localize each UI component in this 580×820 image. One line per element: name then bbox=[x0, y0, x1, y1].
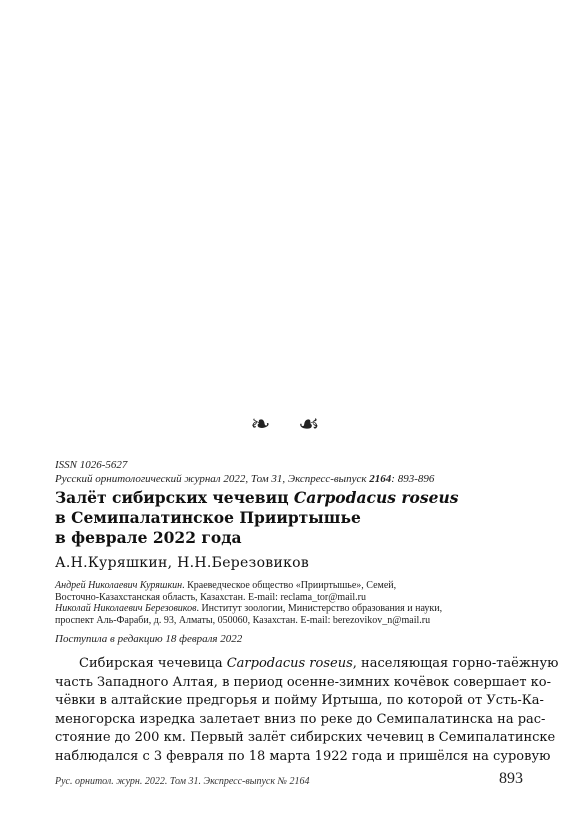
journal-citation: Русский орнитологический журнал 2022, Том 31, Экспресс-выпуск bbox=[55, 473, 370, 485]
ornament-fleuron: ❧ ☙ bbox=[250, 410, 330, 438]
body-line-1 bbox=[55, 655, 559, 674]
issn: ISSN 1026-5627 bbox=[55, 459, 128, 471]
body-line-5: стояние до 200 км. Первый залёт сибирских чечевиц в Семипалатинске bbox=[55, 730, 556, 746]
journal-citation-line bbox=[55, 472, 535, 486]
page-range: : 893-896 bbox=[391, 473, 435, 485]
affiliation-1-line-2: Восточно-Казахстанская область, Казахстан. E-mail: reclama_tor@mail.ru bbox=[55, 591, 367, 603]
affiliation-1-text: . Краеведческое общество «Прииртышье», Семей, bbox=[182, 580, 397, 591]
article-title bbox=[55, 488, 535, 548]
body-line-4: меногорска изредка залетает вниз по реке до Семипалатинска на рас- bbox=[55, 711, 546, 727]
title-line-2: в Семипалатинское Прииртышье bbox=[55, 508, 361, 527]
body-line-3: чёвки в алтайские предгорья и пойму Иртыша, по которой от Усть-Ка- bbox=[55, 693, 544, 709]
affiliation-1-line-1 bbox=[55, 580, 535, 592]
page-footer bbox=[55, 772, 523, 792]
title-text: Залёт сибирских чечевиц bbox=[55, 488, 294, 507]
body-line-6: наблюдался с 3 февраля по 18 марта 1922 года и пришёлся на суровую bbox=[55, 748, 551, 764]
author-1-name: Андрей Николаевич Куряшкин bbox=[55, 580, 183, 591]
footer-citation: Рус. орнитол. журн. 2022. Том 31. Экспресс-выпуск № 2164 bbox=[55, 776, 310, 787]
species-name: Carpodacus roseus bbox=[293, 488, 459, 507]
article-body bbox=[55, 655, 559, 767]
title-line-1 bbox=[55, 488, 535, 508]
issue-number: 2164 bbox=[369, 473, 392, 485]
authors: А.Н.Куряшкин, Н.Н.Березовиков bbox=[55, 555, 310, 571]
body-line-2: часть Западного Алтая, в период осенне-зимних кочёвок совершает ко- bbox=[55, 674, 551, 690]
body-text: , населяющая горно-таёжную bbox=[352, 656, 559, 671]
affiliation-2-line-1 bbox=[55, 603, 535, 615]
affiliation-2-line-2: проспект Аль-Фараби, д. 93, Алматы, 050060, Казахстан. E-mail: berezovikov_n@mail.ru bbox=[55, 614, 431, 626]
body-species-name: Carpodacus roseus bbox=[226, 656, 353, 671]
received-date: Поступила в редакцию 18 февраля 2022 bbox=[55, 633, 243, 645]
body-text: Сибирская чечевица bbox=[79, 656, 227, 671]
author-2-name: Николай Николаевич Березовиков bbox=[55, 603, 197, 615]
affiliations bbox=[55, 580, 535, 626]
title-line-3: в феврале 2022 года bbox=[55, 528, 242, 547]
issn-line bbox=[55, 458, 535, 472]
page-number: 893 bbox=[499, 770, 523, 787]
affiliation-2-text: . Институт зоологии, Министерство образования и науки, bbox=[196, 603, 443, 615]
